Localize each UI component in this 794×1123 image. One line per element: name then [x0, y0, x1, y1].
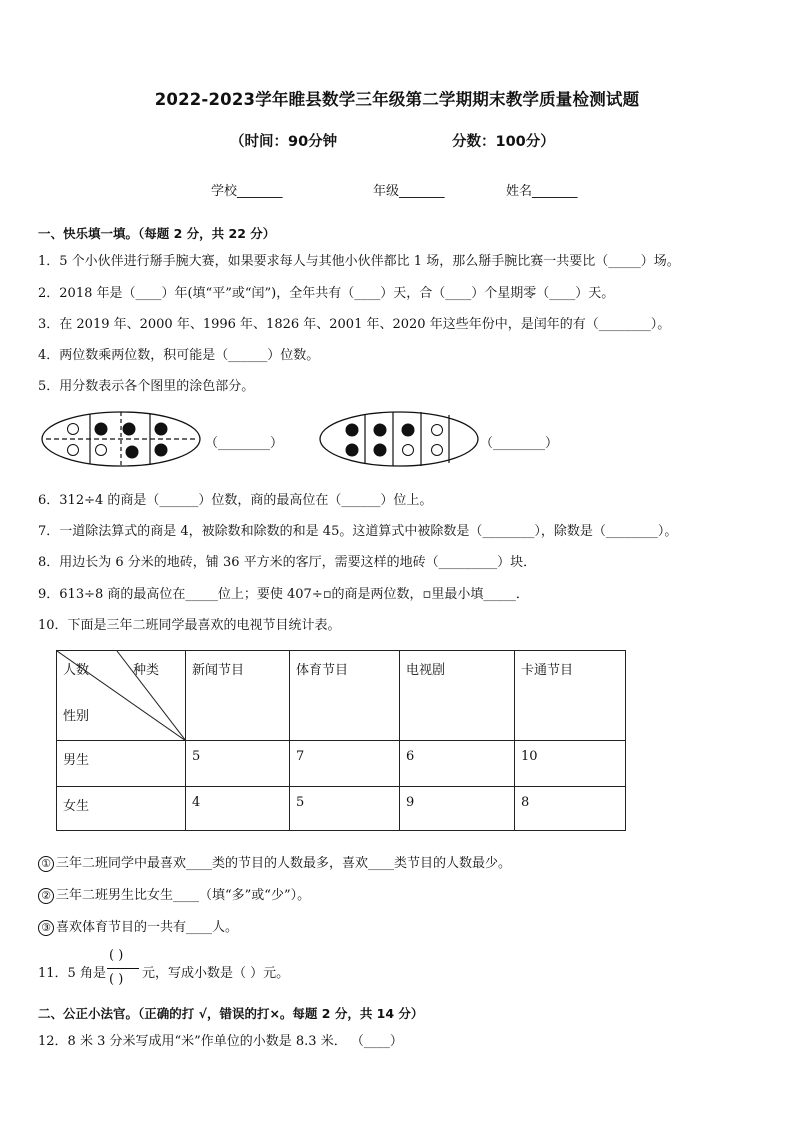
subquestion-marker: ③ [38, 920, 54, 936]
corner-label-gender: 性别 [63, 709, 90, 724]
section-2-heading: 二、公正小法官。（正确的打 √，错误的打×。每题 2 分，共 14 分） [38, 1006, 424, 1021]
subquestion-marker: ① [38, 856, 54, 872]
question-9: 9．613÷8 商的最高位在_____位上；要使 407÷▫的商是两位数，▫里最小填_____． [38, 587, 529, 602]
fraction-numerator: ( ) [109, 948, 124, 963]
table-row [57, 741, 626, 787]
question-11-prefix: 11．5 角是 [38, 966, 106, 981]
question-10-1 [38, 852, 511, 872]
fraction-figure-1 [40, 409, 202, 469]
question-1: 1．5 个小伙伴进行掰手腕大赛，如果要求每人与其他小伙伴都比 1 场，那么掰手腕比赛一共要比（_____）场。 [38, 254, 680, 269]
fraction-bar [107, 968, 139, 969]
column-header: 体育节目 [290, 651, 400, 741]
fraction-denominator: ( ) [109, 972, 124, 987]
fraction-figure-2 [318, 409, 480, 469]
question-11-suffix: 元，写成小数是（ ）元。 [142, 966, 290, 981]
question-3: 3．在 2019 年、2000 年、1996 年、1826 年、2001 年、2020 年这些年份中，是闰年的有（________）。 [38, 317, 671, 332]
answer-blank-fig2[interactable]: （________） [480, 436, 559, 451]
table-row [57, 787, 626, 831]
row-label: 女生 [57, 787, 186, 831]
question-6: 6．312÷4 的商是（______）位数，商的最高位在（______）位上。 [38, 493, 433, 508]
column-header: 电视剧 [400, 651, 515, 741]
question-10-3 [38, 916, 238, 936]
question-12: 12．8 米 3 分米写成用“米”作单位的小数是 8.3 米． （____） [38, 1034, 403, 1049]
table-cell: 5 [290, 787, 400, 831]
row-label: 男生 [57, 741, 186, 787]
question-10-1-text: 三年二班同学中最喜欢____类的节目的人数最多，喜欢____类节目的人数最少。 [56, 856, 512, 871]
exam-score: 分数：100分） [452, 134, 555, 150]
question-8: 8．用边长为 6 分米的地砖，铺 36 平方米的客厅，需要这样的地砖（_________）块． [38, 555, 537, 570]
table-cell: 9 [400, 787, 515, 831]
question-10-2-text: 三年二班男生比女生____（填“多”或“少”）。 [56, 888, 311, 903]
corner-label-type: 种类 [133, 663, 160, 678]
table-cell: 8 [515, 787, 626, 831]
question-10-3-text: 喜欢体育节目的一共有____人。 [56, 920, 239, 935]
corner-label-people: 人数 [63, 663, 90, 678]
question-10: 10．下面是三年二班同学最喜欢的电视节目统计表。 [38, 618, 341, 633]
subquestion-marker: ② [38, 888, 54, 904]
section-1-heading: 一、快乐填一填。（每题 2 分，共 22 分） [38, 226, 276, 241]
exam-time: （时间：90分钟 [230, 134, 338, 150]
question-10-2 [38, 884, 310, 904]
column-header: 卡通节目 [515, 651, 626, 741]
column-header: 新闻节目 [186, 651, 290, 741]
fraction-blank[interactable] [105, 948, 141, 990]
question-7: 7．一道除法算式的商是 4，被除数和除数的和是 45。这道算式中被除数是（________），除数是（________）。 [38, 524, 678, 539]
table-cell: 4 [186, 787, 290, 831]
table-cell: 6 [400, 741, 515, 787]
school-field: 学校_______ [211, 184, 283, 199]
answer-blank-fig1[interactable]: （________） [205, 436, 284, 451]
table-corner-cell [57, 651, 186, 741]
table-header-row [57, 651, 626, 741]
grade-field: 年级_______ [373, 184, 445, 199]
tv-program-table [56, 650, 626, 831]
question-2: 2．2018 年是（____）年(填“平”或“闰”)，全年共有（____）天，合（____）个星期零（____）天。 [38, 286, 615, 301]
question-5: 5．用分数表示各个图里的涂色部分。 [38, 379, 255, 394]
question-4: 4．两位数乘两位数，积可能是（______）位数。 [38, 348, 320, 363]
name-field: 姓名_______ [506, 184, 578, 199]
table-cell: 10 [515, 741, 626, 787]
page-title: 2022-2023学年睢县数学三年级第二学期期末教学质量检测试题 [154, 90, 640, 109]
table-cell: 7 [290, 741, 400, 787]
table-cell: 5 [186, 741, 290, 787]
